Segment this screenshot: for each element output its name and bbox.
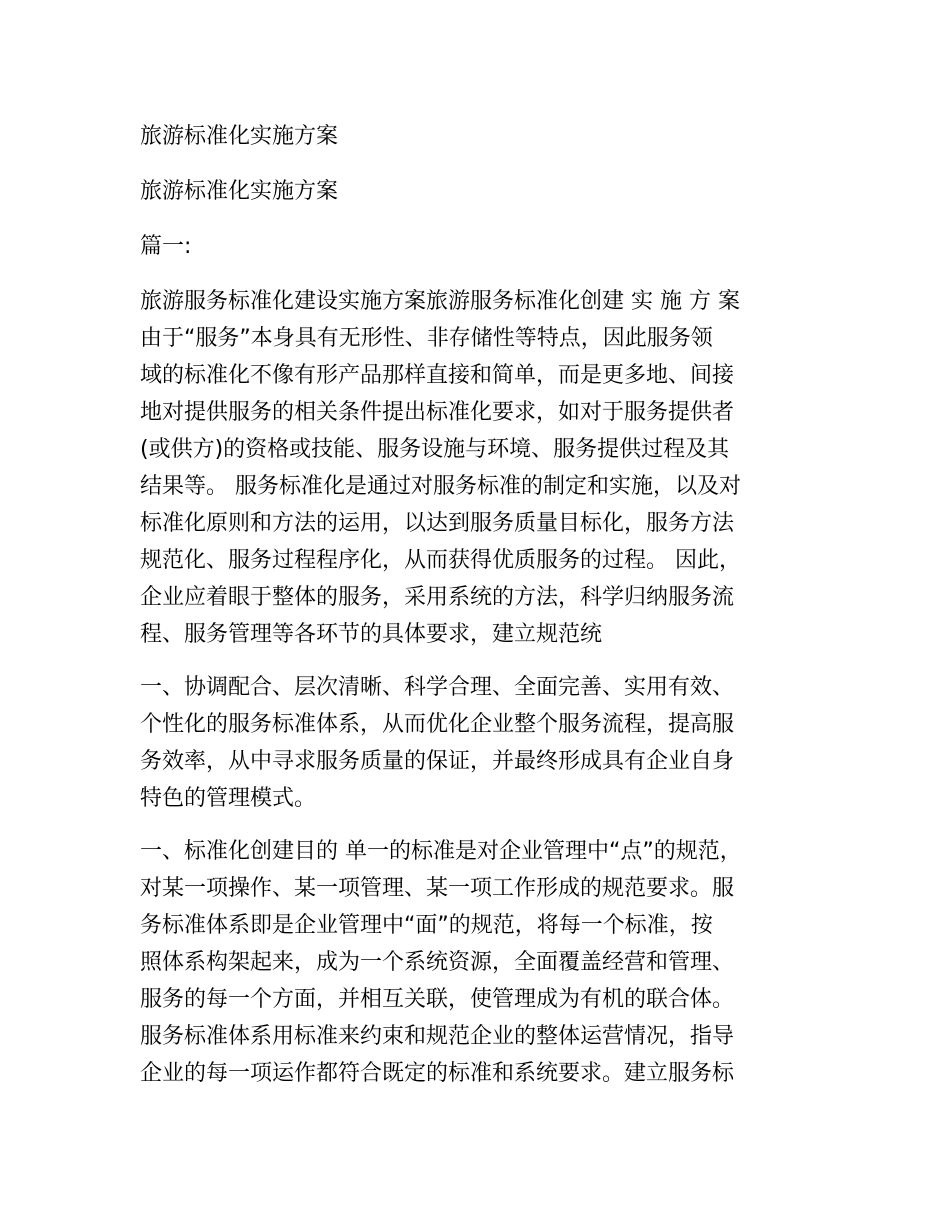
paragraph-line: 企业的每一项运作都符合既定的标准和系统要求。建立服务标	[140, 1061, 735, 1086]
paragraph-line: 服务的每一个方面，并相互关联，使管理成为有机的联合体。	[140, 987, 735, 1012]
paragraph-1	[140, 283, 830, 653]
paragraph-line: 一、协调配合、层次清晰、科学合理、全面完善、实用有效、	[140, 675, 735, 700]
paragraph-line: 个性化的服务标准体系，从而优化企业整个服务流程，提高服	[140, 712, 735, 737]
paragraph-line: 特色的管理模式。	[140, 786, 317, 811]
document-page	[140, 118, 830, 1092]
paragraph-line: (或供方)的资格或技能、服务设施与环境、服务提供过程及其	[140, 437, 730, 462]
paragraph-line: 一、标准化创建目的 单一的标准是对企业管理中“点”的规范，	[140, 839, 742, 864]
paragraph-line: 务标准体系即是企业管理中“面”的规范，将每一个标准，按	[140, 913, 713, 938]
paragraph-line: 务效率，从中寻求服务质量的保证，并最终形成具有企业自身	[140, 749, 735, 774]
paragraph-line: 地对提供服务的相关条件提出标准化要求，如对于服务提供者	[140, 400, 735, 425]
document-title: 旅游标准化实施方案	[140, 124, 339, 149]
paragraph-line: 企业应着眼于整体的服务，采用系统的方法，科学归纳服务流	[140, 585, 735, 610]
paragraph-line: 程、服务管理等各环节的具体要求，建立规范统	[140, 622, 603, 647]
paragraph-3	[140, 833, 830, 1092]
paragraph-line: 结果等。 服务标准化是通过对服务标准的制定和实施，以及对	[140, 474, 741, 499]
paragraph-line: 旅游服务标准化建设实施方案旅游服务标准化创建 实 施 方 案	[140, 289, 740, 314]
paragraph-line: 由于“服务”本身具有无形性、非存储性等特点，因此服务领	[140, 326, 713, 351]
paragraph-line: 标准化原则和方法的运用，以达到服务质量目标化，服务方法	[140, 511, 735, 536]
paragraph-2	[140, 669, 830, 817]
paragraph-line: 对某一项操作、某一项管理、某一项工作形成的规范要求。服	[140, 876, 735, 901]
paragraph-line: 照体系构架起来，成为一个系统资源，全面覆盖经营和管理、	[140, 950, 735, 975]
document-subtitle: 旅游标准化实施方案	[140, 179, 339, 204]
paragraph-line: 规范化、服务过程程序化，从而获得优质服务的过程。 因此，	[140, 548, 741, 573]
paragraph-line: 服务标准体系用标准来约束和规范企业的整体运营情况，指导	[140, 1024, 735, 1049]
paragraph-line: 域的标准化不像有形产品那样直接和简单，而是更多地、间接	[140, 363, 735, 388]
section-heading: 篇一:	[140, 234, 192, 259]
